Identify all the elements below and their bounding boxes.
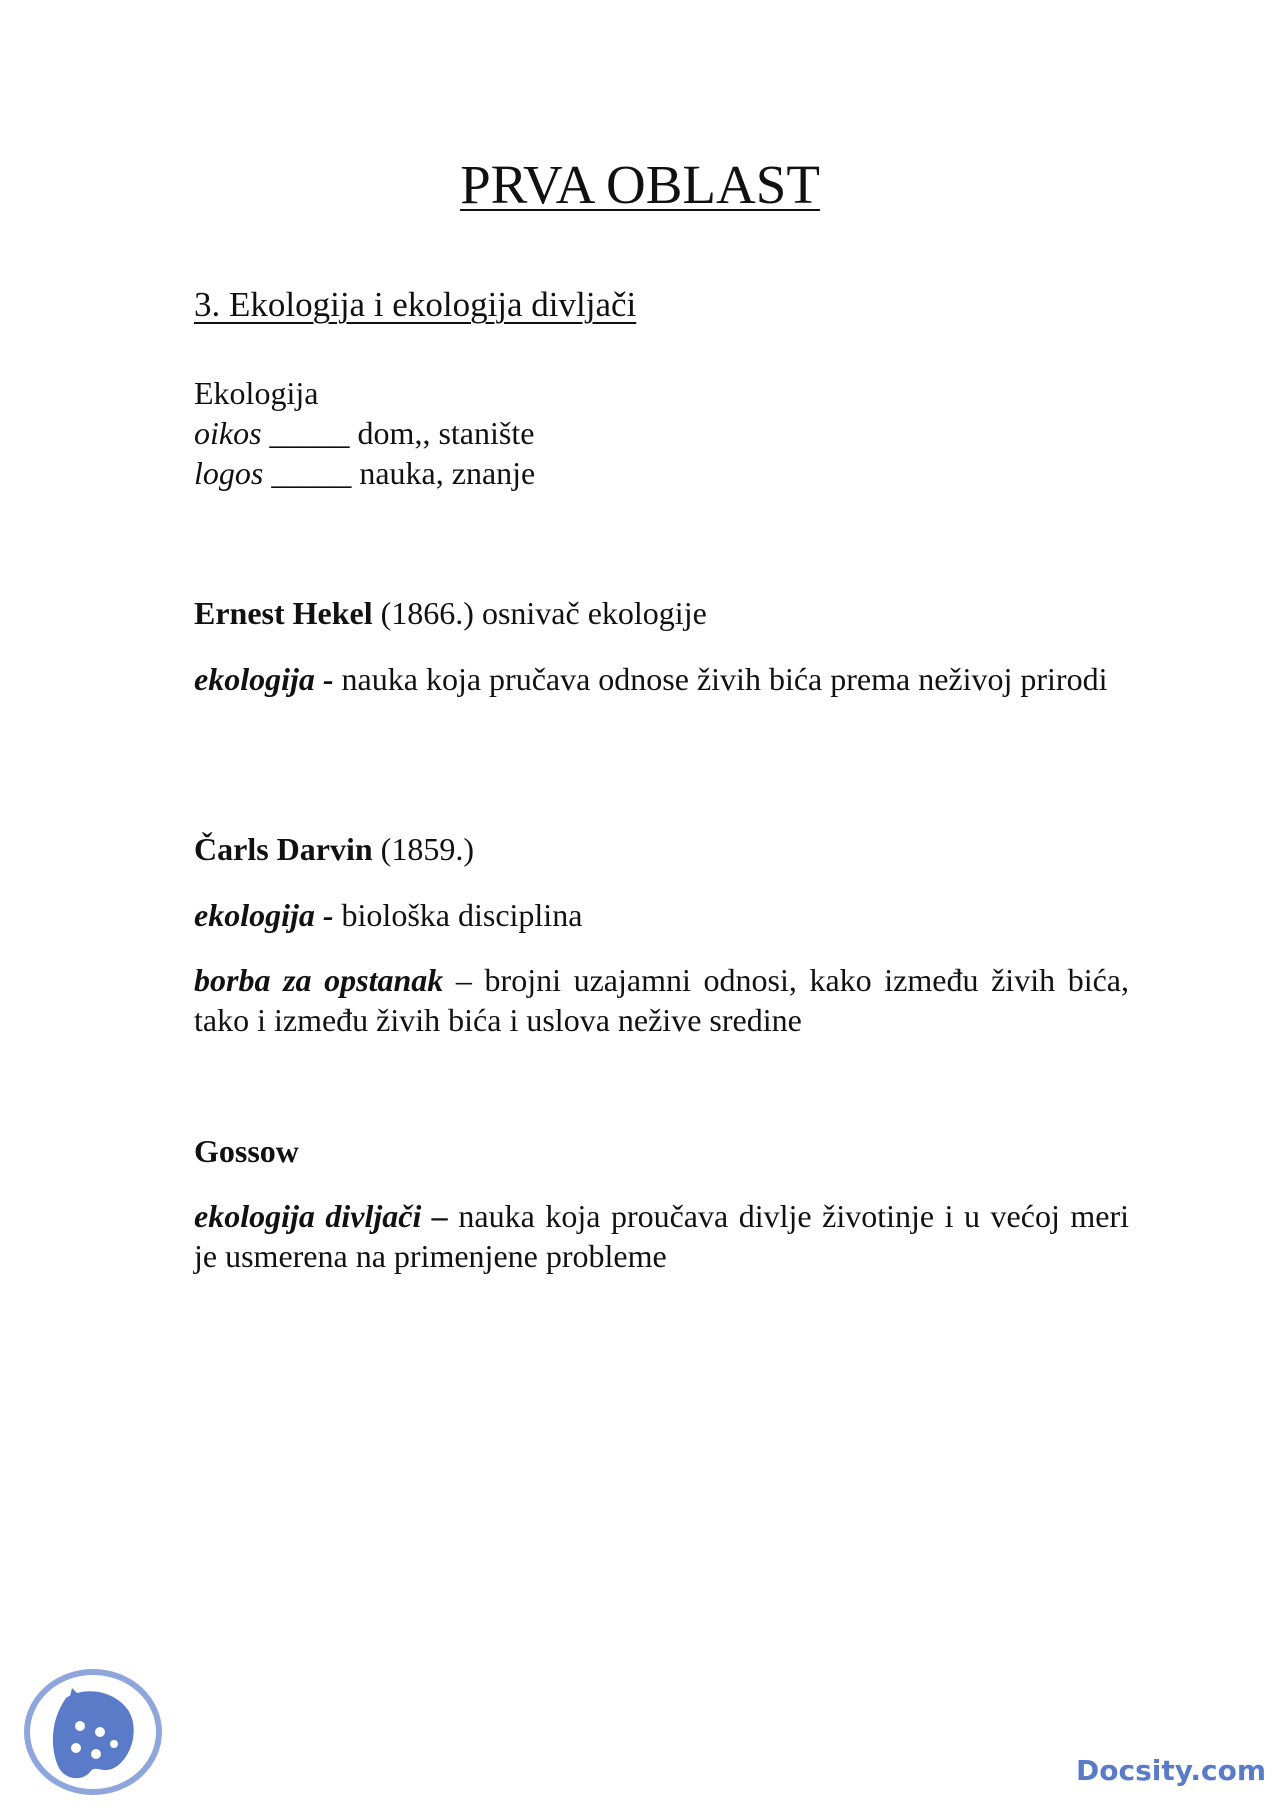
docsity-watermark[interactable]: Docsity.com bbox=[1076, 1754, 1267, 1787]
darvin-name: Čarls Darvin bbox=[194, 831, 373, 867]
darvin-heading bbox=[194, 829, 1129, 869]
gossow-heading bbox=[194, 1131, 1129, 1171]
gossow-def-text: nauka koja proučava divlje životinje i u većoj meri je usmerena na primenjene probleme bbox=[194, 1198, 1130, 1274]
darvin-struggle-text: – brojni uzajamni odnosi, kako između živih bića, tako i između živih bića i uslova nežive sredine bbox=[194, 962, 1130, 1038]
etymology-term: oikos bbox=[194, 415, 262, 451]
etymology-separator: _____ bbox=[261, 415, 358, 451]
hekel-definition bbox=[194, 659, 1129, 699]
etymology-meaning: nauka, znanje bbox=[359, 455, 536, 491]
docsity-logo-icon bbox=[22, 1668, 164, 1796]
etymology-word: Ekologija bbox=[194, 375, 319, 411]
darvin-struggle bbox=[194, 960, 1129, 1040]
etymology-row bbox=[194, 413, 535, 453]
darvin-definition bbox=[194, 895, 1129, 935]
hekel-name: Ernest Hekel bbox=[194, 595, 373, 631]
hekel-rest: (1866.) osnivač ekologije bbox=[372, 595, 707, 631]
hekel-def-term: ekologija - bbox=[194, 661, 334, 697]
etymology-separator: _____ bbox=[263, 455, 360, 491]
etymology-row bbox=[194, 453, 535, 493]
hekel-def-text: nauka koja pručava odnose živih bića prema neživoj prirodi bbox=[333, 661, 1108, 697]
section-heading: 3. Ekologija i ekologija divljači bbox=[194, 285, 637, 324]
etymology-term: logos bbox=[194, 455, 264, 491]
etymology-block bbox=[194, 373, 535, 493]
darvin-rest: (1859.) bbox=[372, 831, 474, 867]
darvin-struggle-term: borba za opstanak bbox=[194, 962, 444, 998]
gossow-definition bbox=[194, 1196, 1129, 1276]
darvin-def-term: ekologija - bbox=[194, 897, 334, 933]
hekel-heading bbox=[194, 593, 1129, 633]
etymology-meaning: dom,, stanište bbox=[357, 415, 535, 451]
gossow-def-term: ekologija divljači – bbox=[194, 1198, 448, 1234]
darvin-def-text: biološka disciplina bbox=[333, 897, 583, 933]
page-title: PRVA OBLAST bbox=[460, 154, 820, 215]
gossow-name: Gossow bbox=[194, 1133, 299, 1169]
